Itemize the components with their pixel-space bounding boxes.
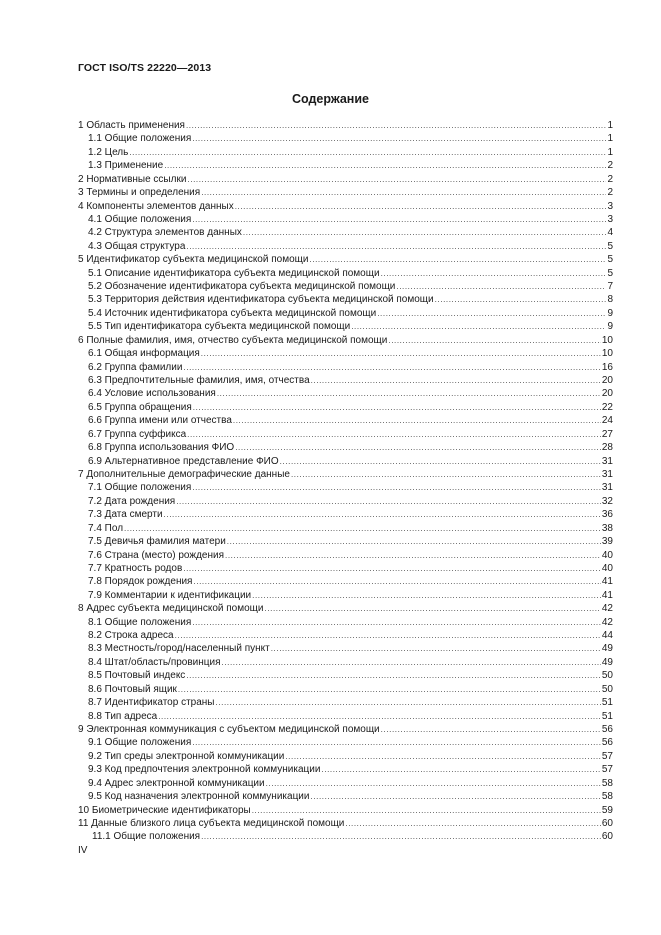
toc-entry-page: 16 — [601, 361, 613, 373]
toc-entry-page: 50 — [601, 670, 613, 682]
toc-entry-page: 27 — [601, 428, 613, 440]
toc-entry[interactable] — [78, 669, 613, 682]
toc-entry[interactable] — [78, 683, 613, 696]
toc-entry[interactable] — [78, 213, 613, 226]
toc-entry[interactable] — [78, 132, 613, 145]
toc-entry[interactable] — [78, 750, 613, 763]
toc-entry[interactable] — [78, 240, 613, 253]
toc-entry-page: 4 — [607, 227, 613, 239]
toc-entry-title: 7.8 Порядок рождения — [88, 576, 193, 588]
toc-entry[interactable] — [78, 656, 613, 669]
dot-leader — [252, 804, 601, 817]
toc-entry-title: 7.4 Пол — [88, 522, 124, 534]
toc-entry-title: 1 Область применения — [78, 120, 185, 131]
toc-entry[interactable] — [78, 186, 613, 199]
toc-entry-page: 60 — [601, 817, 613, 829]
toc-entry-title: 9.5 Код назначения электронной коммуникации — [88, 791, 310, 803]
toc-entry[interactable] — [78, 387, 613, 400]
toc-entry-title: 9.4 Адрес электронной коммуникации — [88, 777, 265, 789]
toc-entry-page: 60 — [601, 831, 613, 843]
toc-entry[interactable] — [78, 159, 613, 172]
toc-entry-title: 11 Данные близкого лица субъекта медицинской помощи — [78, 817, 345, 829]
toc-entry-title: 7.9 Комментарии к идентификации — [88, 589, 252, 601]
toc-entry-page: 2 — [607, 173, 613, 185]
toc-entry-page: 31 — [601, 482, 613, 494]
toc-entry-title: 1.3 Применение — [88, 160, 164, 172]
toc-entry-title: 5.2 Обозначение идентификатора субъекта медицинской помощи — [88, 281, 396, 293]
toc-entry-title: 4.2 Структура элементов данных — [88, 227, 242, 239]
toc-entry-title: 8.5 Почтовый индекс — [88, 670, 186, 682]
toc-entry-title: 9 Электронная коммуникация с субъектом медицинской помощи — [78, 723, 380, 735]
toc-entry[interactable] — [78, 589, 613, 602]
toc-entry[interactable] — [78, 696, 613, 709]
toc-entry[interactable] — [78, 495, 613, 508]
toc-entry[interactable] — [78, 817, 613, 830]
dot-leader — [201, 186, 606, 199]
toc-entry-title: 4.1 Общие положения — [88, 213, 192, 225]
toc-entry-page: 57 — [601, 750, 613, 762]
toc-entry[interactable] — [78, 549, 613, 562]
toc-entry[interactable] — [78, 481, 613, 494]
toc-entry-title: 4 Компоненты элементов данных — [78, 200, 234, 212]
page-number: IV — [78, 845, 88, 856]
dot-leader — [235, 441, 601, 454]
toc-entry[interactable] — [78, 361, 613, 374]
dot-leader — [388, 334, 601, 347]
toc-entry-title: 6.5 Группа обращения — [88, 401, 192, 413]
toc-entry[interactable] — [78, 616, 613, 629]
toc-entry-title: 8 Адрес субъекта медицинской помощи — [78, 603, 264, 615]
toc-entry-page: 42 — [601, 603, 613, 615]
toc-entry-title: 6.3 Предпочтительные фамилия, имя, отчества — [88, 375, 310, 387]
toc-entry-page: 57 — [601, 764, 613, 776]
toc-entry-page: 9 — [607, 321, 613, 333]
dot-leader — [193, 575, 600, 588]
dot-leader — [193, 401, 601, 414]
toc-entry-page: 20 — [601, 388, 613, 400]
dot-leader — [129, 146, 606, 159]
dot-leader — [192, 481, 601, 494]
toc-entry-title: 11.1 Общие положения — [92, 831, 201, 843]
dot-leader — [233, 414, 601, 427]
toc-entry-title: 9.2 Тип среды электронной коммуникации — [88, 750, 285, 762]
toc-entry[interactable] — [78, 790, 613, 803]
toc-entry[interactable] — [78, 710, 613, 723]
toc-entry-page: 56 — [601, 737, 613, 749]
dot-leader — [158, 710, 601, 723]
toc-entry-page: 1 — [607, 133, 613, 145]
dot-leader — [183, 361, 600, 374]
toc-entry[interactable] — [78, 280, 613, 293]
toc-entry-page: 38 — [601, 522, 613, 534]
toc-entry-title: 6.8 Группа использования ФИО — [88, 442, 235, 454]
dot-leader — [351, 320, 606, 333]
dot-leader — [264, 602, 600, 615]
toc-entry[interactable] — [78, 173, 613, 186]
toc-entry-title: 5.3 Территория действия идентификатора субъекта медицинской помощи — [88, 294, 434, 306]
toc-entry-page: 32 — [601, 495, 613, 507]
dot-leader — [285, 750, 601, 763]
toc-entry-title: 9.3 Код предпочтения электронной коммуникации — [88, 764, 321, 776]
toc-entry-page: 2 — [607, 160, 613, 172]
toc-entry[interactable] — [78, 602, 613, 615]
toc-entry-page: 10 — [601, 334, 613, 346]
toc-entry-title: 6.1 Общая информация — [88, 348, 200, 360]
toc-entry-page: 3 — [607, 213, 613, 225]
toc-entry[interactable] — [78, 455, 613, 468]
dot-leader — [201, 830, 601, 843]
toc-entry[interactable] — [78, 804, 613, 817]
toc-entry[interactable] — [78, 119, 613, 132]
toc-entry[interactable] — [78, 441, 613, 454]
dot-leader — [192, 132, 606, 145]
toc-entry-page: 7 — [607, 281, 613, 293]
toc-entry-page: 58 — [601, 791, 613, 803]
page-title: Содержание — [291, 92, 369, 106]
toc-entry[interactable] — [78, 307, 613, 320]
dot-leader — [217, 387, 601, 400]
toc-entry-title: 5.1 Описание идентификатора субъекта медицинской помощи — [88, 267, 380, 279]
toc-entry-page: 39 — [601, 536, 613, 548]
toc-entry[interactable] — [78, 777, 613, 790]
toc-entry-title: 6.9 Альтернативное представление ФИО — [88, 455, 279, 467]
toc-entry-page: 40 — [601, 562, 613, 574]
dot-leader — [381, 267, 607, 280]
document-header: ГОСТ ISO/TS 22220—2013 — [78, 62, 212, 74]
toc-entry-title: 1.1 Общие положения — [88, 133, 192, 145]
toc-entry-page: 31 — [601, 455, 613, 467]
toc-entry-title: 8.7 Идентификатор страны — [88, 697, 215, 709]
dot-leader — [222, 656, 601, 669]
dot-leader — [192, 213, 606, 226]
toc-entry-title: 5.4 Источник идентификатора субъекта медицинской помощи — [88, 307, 377, 319]
toc-entry[interactable] — [78, 428, 613, 441]
table-of-contents — [78, 119, 613, 844]
dot-leader — [183, 562, 601, 575]
toc-entry-page: 59 — [601, 804, 613, 816]
toc-entry-page: 58 — [601, 777, 613, 789]
dot-leader — [435, 293, 607, 306]
toc-entry-title: 1.2 Цель — [88, 146, 129, 158]
toc-entry-page: 9 — [607, 307, 613, 319]
toc-entry[interactable] — [78, 830, 613, 843]
dot-leader — [271, 642, 601, 655]
toc-entry[interactable] — [78, 535, 613, 548]
toc-entry-title: 7.1 Общие положения — [88, 482, 192, 494]
toc-entry-title: 7.7 Кратность родов — [88, 562, 183, 574]
dot-leader — [345, 817, 600, 830]
dot-leader — [164, 508, 601, 521]
toc-entry-title: 8.6 Почтовый ящик — [88, 683, 177, 695]
dot-leader — [243, 226, 607, 239]
toc-entry-title: 5 Идентификатор субъекта медицинской помощи — [78, 254, 309, 266]
toc-entry[interactable] — [78, 575, 613, 588]
toc-entry-page: 41 — [601, 589, 613, 601]
toc-entry-title: 8.3 Местность/город/населенный пункт — [88, 643, 270, 655]
toc-entry-page: 31 — [601, 468, 613, 480]
toc-entry-title: 6.7 Группа суффикса — [88, 428, 187, 440]
toc-entry-title: 3 Термины и определения — [78, 187, 201, 199]
toc-entry-title: 7.6 Страна (место) рождения — [88, 549, 224, 561]
dot-leader — [252, 589, 601, 602]
dot-leader — [321, 763, 600, 776]
dot-leader — [186, 669, 601, 682]
toc-entry[interactable] — [78, 226, 613, 239]
toc-entry[interactable] — [78, 642, 613, 655]
toc-entry[interactable] — [78, 374, 613, 387]
dot-leader — [280, 455, 601, 468]
toc-entry-title: 8.1 Общие положения — [88, 616, 192, 628]
toc-entry-page: 40 — [601, 549, 613, 561]
toc-entry-page: 1 — [607, 146, 613, 158]
toc-entry[interactable] — [78, 267, 613, 280]
dot-leader — [176, 495, 601, 508]
toc-entry[interactable] — [78, 347, 613, 360]
toc-entry-title: 4.3 Общая структура — [88, 240, 186, 252]
dot-leader — [311, 374, 601, 387]
toc-entry-page: 49 — [601, 656, 613, 668]
toc-entry-title: 6 Полные фамилия, имя, отчество субъекта медицинской помощи — [78, 334, 388, 346]
toc-entry-title: 6.2 Группа фамилии — [88, 361, 183, 373]
toc-entry[interactable] — [78, 763, 613, 776]
toc-entry-page: 56 — [601, 723, 613, 735]
toc-entry[interactable] — [78, 629, 613, 642]
toc-entry[interactable] — [78, 562, 613, 575]
dot-leader — [187, 428, 601, 441]
toc-entry-title: 9.1 Общие положения — [88, 737, 192, 749]
toc-entry[interactable] — [78, 522, 613, 535]
toc-entry-page: 24 — [601, 415, 613, 427]
toc-entry-page: 10 — [601, 348, 613, 360]
toc-entry-page: 50 — [601, 683, 613, 695]
toc-entry-page: 5 — [607, 240, 613, 252]
toc-entry[interactable] — [78, 334, 613, 347]
toc-entry-title: 5.5 Тип идентификатора субъекта медицинской помощи — [88, 321, 351, 333]
dot-leader — [310, 790, 600, 803]
dot-leader — [192, 736, 601, 749]
dot-leader — [201, 347, 601, 360]
toc-entry-title: 8.2 Строка адреса — [88, 630, 174, 642]
toc-entry-page: 5 — [607, 267, 613, 279]
toc-entry[interactable] — [78, 414, 613, 427]
toc-entry[interactable] — [78, 293, 613, 306]
toc-entry[interactable] — [78, 253, 613, 266]
dot-leader — [227, 535, 601, 548]
toc-entry-page: 3 — [607, 200, 613, 212]
toc-entry[interactable] — [78, 508, 613, 521]
dot-leader — [186, 240, 606, 253]
dot-leader — [377, 307, 606, 320]
toc-entry[interactable] — [78, 401, 613, 414]
toc-entry-title: 8.4 Штат/область/провинция — [88, 656, 221, 668]
toc-entry-title: 7.3 Дата смерти — [88, 509, 163, 521]
dot-leader — [266, 777, 601, 790]
toc-entry-page: 2 — [607, 187, 613, 199]
toc-entry-page: 22 — [601, 401, 613, 413]
toc-entry-page: 1 — [607, 120, 613, 131]
dot-leader — [186, 119, 606, 132]
dot-leader — [215, 696, 600, 709]
toc-entry-page: 36 — [601, 509, 613, 521]
dot-leader — [291, 468, 601, 481]
dot-leader — [192, 616, 601, 629]
toc-entry[interactable] — [78, 736, 613, 749]
dot-leader — [187, 173, 606, 186]
toc-entry-page: 8 — [607, 294, 613, 306]
toc-entry[interactable] — [78, 468, 613, 481]
toc-entry[interactable] — [78, 146, 613, 159]
toc-entry-page: 51 — [601, 697, 613, 709]
toc-entry-title: 6.4 Условие использования — [88, 388, 216, 400]
toc-entry[interactable] — [78, 200, 613, 213]
toc-entry-page: 41 — [601, 576, 613, 588]
toc-entry-page: 5 — [607, 254, 613, 266]
dot-leader — [124, 522, 601, 535]
toc-entry-page: 42 — [601, 616, 613, 628]
toc-entry-page: 28 — [601, 442, 613, 454]
dot-leader — [235, 200, 607, 213]
toc-entry-page: 51 — [601, 710, 613, 722]
dot-leader — [178, 683, 601, 696]
toc-entry-title: 10 Биометрические идентификаторы — [78, 804, 251, 816]
dot-leader — [396, 280, 606, 293]
toc-entry-page: 20 — [601, 375, 613, 387]
toc-entry-title: 7.5 Девичья фамилия матери — [88, 536, 226, 548]
toc-entry-page: 49 — [601, 643, 613, 655]
toc-entry-title: 6.6 Группа имени или отчества — [88, 415, 232, 427]
dot-leader — [309, 253, 606, 266]
dot-leader — [381, 723, 601, 736]
dot-leader — [225, 549, 601, 562]
toc-entry[interactable] — [78, 320, 613, 333]
toc-entry[interactable] — [78, 723, 613, 736]
toc-entry-title: 7.2 Дата рождения — [88, 495, 176, 507]
toc-entry-title: 7 Дополнительные демографические данные — [78, 468, 290, 480]
dot-leader — [164, 159, 606, 172]
toc-entry-title: 8.8 Тип адреса — [88, 710, 158, 722]
toc-entry-title: 2 Нормативные ссылки — [78, 173, 187, 185]
toc-entry-page: 44 — [601, 630, 613, 642]
dot-leader — [175, 629, 601, 642]
